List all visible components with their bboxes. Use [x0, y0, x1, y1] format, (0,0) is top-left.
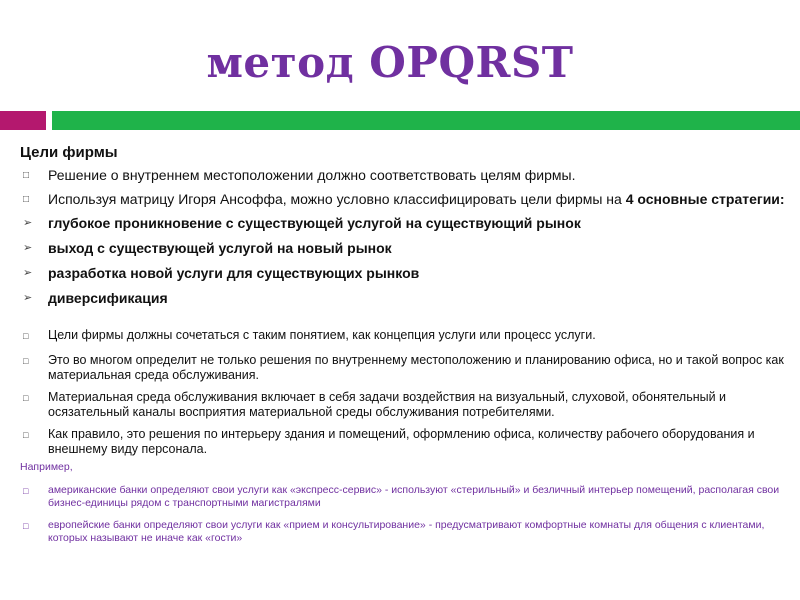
square-bullet-icon: □ [23, 393, 29, 403]
list-item: □ Используя матрицу Игоря Ансоффа, можно условно классифицировать цели фирмы на 4 основные стратегии: [23, 191, 785, 207]
accent-bar-green [52, 111, 800, 130]
example-label: Например, [20, 461, 73, 473]
arrow-bullet-icon: ➢ [23, 217, 33, 229]
strategy-item: ➢ выход с существующей услугой на новый рынок [23, 240, 392, 256]
list-item: □ Это во многом определит не только решения по внутреннему местоположению и планированию офиса, но и такой вопрос как материальная среда обслуживания. [23, 353, 784, 382]
square-bullet-icon: □ [23, 521, 29, 531]
square-bullet-icon: □ [23, 331, 29, 341]
example-item: □ американские банки определяют свои услуги как «экспресс-сервис» - используют «стерильный» и безличный интерьер помещений, располагая свои бизнес-единицы рядом с транспортными магистралями [23, 484, 780, 509]
strategy-item: ➢ разработка новой услуги для существующих рынков [23, 265, 420, 281]
square-bullet-icon: □ [23, 170, 30, 181]
square-bullet-icon: □ [23, 194, 30, 205]
strategy-item: ➢ диверсификация [23, 290, 168, 306]
square-bullet-icon: □ [23, 356, 29, 366]
list-item: □ Материальная среда обслуживания включает в себя задачи воздействия на визуальный, слуховой, обонятельный и осязательный каналы восприятия материальной среды обслуживания потребителями. [23, 390, 727, 419]
slide-title: метод OPQRST [206, 38, 574, 87]
list-item: □ Цели фирмы должны сочетаться с таким понятием, как концепция услуги или процесс услуги. [23, 328, 596, 342]
square-bullet-icon: □ [23, 430, 29, 440]
example-item: □ европейские банки определяют свои услуги как «прием и консультирование» - предусматривают комфортные комнаты для общения с клиентами, которых называют не иначе как «гости» [23, 519, 765, 544]
list-item: □ Как правило, это решения по интерьеру здания и помещений, оформлению офиса, количеству рабочего оборудования и внешнему виду персонала. [23, 427, 755, 456]
square-bullet-icon: □ [23, 486, 29, 496]
section-heading: Цели фирмы [20, 144, 118, 161]
accent-bar-magenta [0, 111, 46, 130]
slide-body [20, 140, 790, 545]
arrow-bullet-icon: ➢ [23, 242, 33, 254]
strategy-item: ➢ глубокое проникновение с существующей услугой на существующий рынок [23, 215, 581, 231]
arrow-bullet-icon: ➢ [23, 292, 33, 304]
arrow-bullet-icon: ➢ [23, 267, 33, 279]
list-item: □ Решение о внутреннем местоположении должно соответствовать целям фирмы. [23, 167, 576, 183]
